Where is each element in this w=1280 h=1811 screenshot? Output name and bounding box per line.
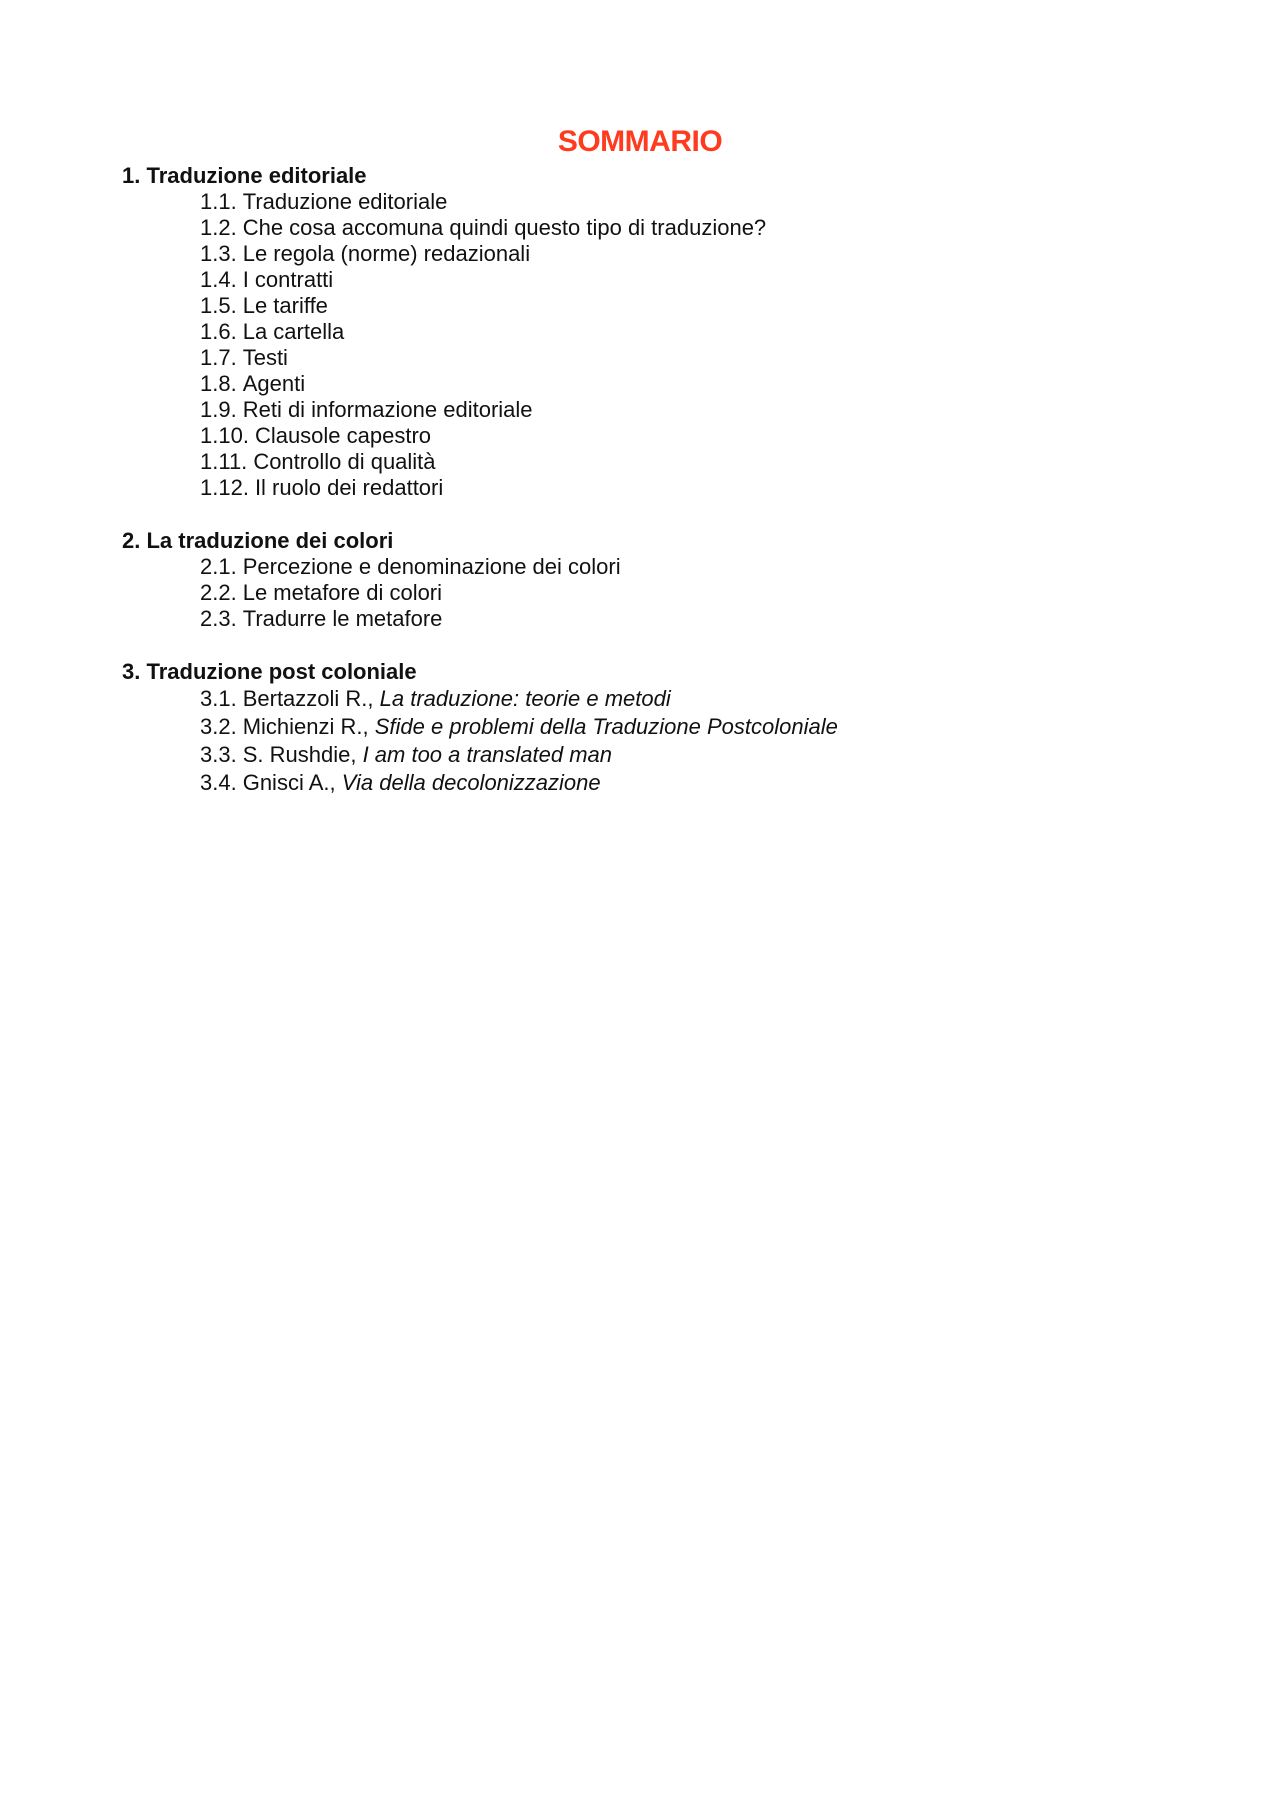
toc-item bbox=[200, 345, 1182, 371]
toc-item bbox=[200, 397, 1182, 423]
item-number: 3.4. bbox=[200, 770, 237, 795]
item-number: 3.2. bbox=[200, 714, 237, 739]
item-title: I contratti bbox=[242, 267, 334, 292]
toc-item bbox=[200, 215, 1182, 241]
item-number: 1.11. bbox=[200, 449, 248, 474]
item-title: Reti di informazione editoriale bbox=[242, 397, 533, 422]
toc-item bbox=[200, 319, 1182, 345]
item-number: 1.2. bbox=[200, 215, 237, 240]
section-title: Traduzione editoriale bbox=[146, 163, 367, 188]
item-number: 3.3. bbox=[200, 742, 237, 767]
item-title: Tradurre le metafore bbox=[242, 606, 443, 631]
section-heading bbox=[122, 163, 1182, 189]
item-number: 2.3. bbox=[200, 606, 237, 631]
section-items bbox=[122, 189, 1182, 501]
item-author: Michienzi R., bbox=[242, 714, 369, 739]
toc-item bbox=[200, 189, 1182, 215]
item-title: Che cosa accomuna quindi questo tipo di traduzione? bbox=[242, 215, 767, 240]
item-title: Le tariffe bbox=[242, 293, 328, 318]
toc-item bbox=[200, 554, 1182, 580]
item-number: 1.5. bbox=[200, 293, 237, 318]
toc-item bbox=[200, 769, 1182, 797]
section-heading bbox=[122, 528, 1182, 554]
toc-section-3 bbox=[122, 659, 1182, 797]
item-title: Clausole capestro bbox=[254, 423, 432, 448]
item-title: Il ruolo dei redattori bbox=[254, 475, 444, 500]
section-title: Traduzione post coloniale bbox=[146, 659, 417, 684]
item-number: 1.12. bbox=[200, 475, 249, 500]
item-number: 1.8. bbox=[200, 371, 237, 396]
item-title: Percezione e denominazione dei colori bbox=[242, 554, 621, 579]
section-items bbox=[122, 685, 1182, 797]
item-title: La cartella bbox=[242, 319, 345, 344]
section-number: 1. bbox=[122, 163, 141, 188]
item-number: 1.7. bbox=[200, 345, 237, 370]
toc-item bbox=[200, 580, 1182, 606]
toc-item bbox=[200, 606, 1182, 632]
toc-item bbox=[200, 267, 1182, 293]
toc-item bbox=[200, 371, 1182, 397]
item-title: Agenti bbox=[242, 371, 306, 396]
item-work-title: I am too a translated man bbox=[362, 742, 613, 767]
toc-item bbox=[200, 685, 1182, 713]
item-number: 2.2. bbox=[200, 580, 237, 605]
page-title: SOMMARIO bbox=[557, 125, 723, 158]
toc-item bbox=[200, 449, 1182, 475]
toc-item bbox=[200, 293, 1182, 319]
item-title: Le regola (norme) redazionali bbox=[242, 241, 531, 266]
toc-item bbox=[200, 241, 1182, 267]
item-number: 1.10. bbox=[200, 423, 249, 448]
section-items bbox=[122, 554, 1182, 632]
toc-item bbox=[200, 741, 1182, 769]
section-title: La traduzione dei colori bbox=[146, 528, 394, 553]
item-number: 2.1. bbox=[200, 554, 237, 579]
item-title: Controllo di qualità bbox=[253, 449, 436, 474]
item-author: Gnisci A., bbox=[242, 770, 336, 795]
toc-section-2 bbox=[122, 528, 1182, 632]
item-work-title: La traduzione: teorie e metodi bbox=[379, 686, 671, 711]
item-number: 1.4. bbox=[200, 267, 237, 292]
item-number: 3.1. bbox=[200, 686, 237, 711]
table-of-contents bbox=[122, 163, 1182, 824]
item-work-title: Sfide e problemi della Traduzione Postcoloniale bbox=[374, 714, 838, 739]
item-number: 1.3. bbox=[200, 241, 237, 266]
item-title: Le metafore di colori bbox=[242, 580, 443, 605]
item-author: S. Rushdie, bbox=[242, 742, 357, 767]
toc-item bbox=[200, 713, 1182, 741]
item-title: Testi bbox=[242, 345, 288, 370]
section-heading bbox=[122, 659, 1182, 685]
section-number: 3. bbox=[122, 659, 141, 684]
item-author: Bertazzoli R., bbox=[242, 686, 374, 711]
item-number: 1.1. bbox=[200, 189, 237, 214]
toc-section-1 bbox=[122, 163, 1182, 501]
toc-item bbox=[200, 423, 1182, 449]
section-number: 2. bbox=[122, 528, 141, 553]
toc-item bbox=[200, 475, 1182, 501]
item-work-title: Via della decolonizzazione bbox=[341, 770, 601, 795]
item-title: Traduzione editoriale bbox=[242, 189, 448, 214]
item-number: 1.9. bbox=[200, 397, 237, 422]
item-number: 1.6. bbox=[200, 319, 237, 344]
